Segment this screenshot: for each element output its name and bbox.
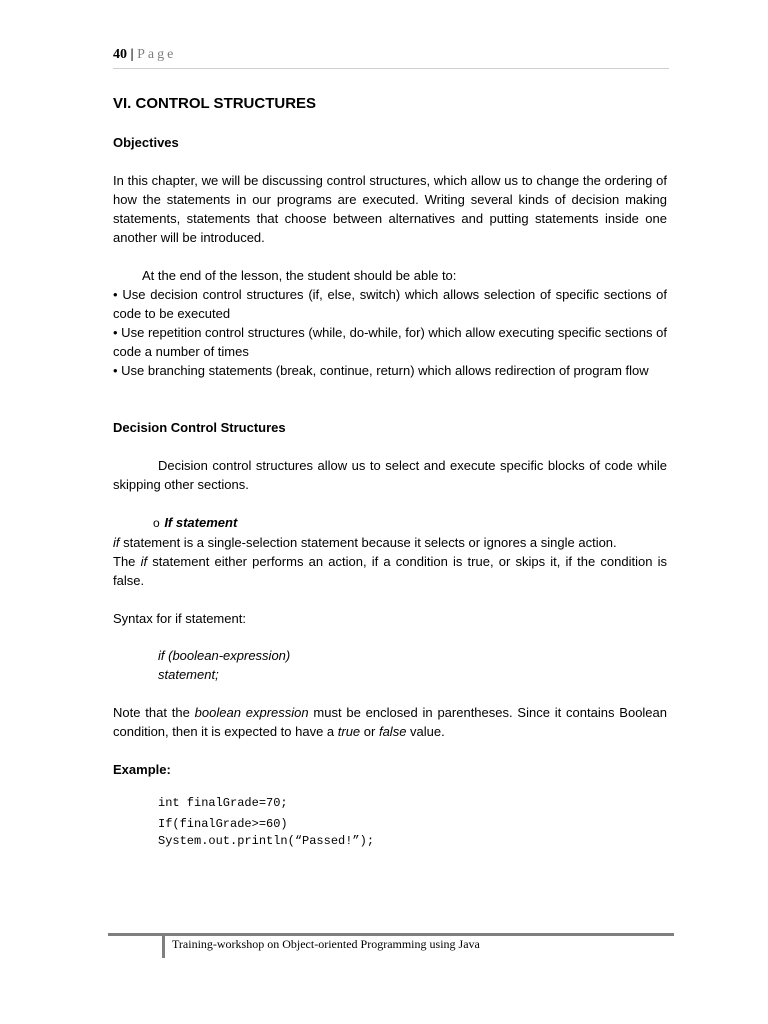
objective-bullet-2: • Use repetition control structures (while, do-while, for) which allow executing specific sections of code a number of times bbox=[113, 325, 667, 359]
hollow-bullet-icon: o bbox=[153, 516, 160, 530]
syntax-block bbox=[113, 646, 667, 684]
intro-paragraph: In this chapter, we will be discussing control structures, which allow us to change the ordering of how the statements in our programs are executed. Writing several kinds of decision making statements, statements that choose between alternatives and putting statements inside one another will be introduced. bbox=[113, 173, 667, 245]
footer-divider bbox=[162, 936, 165, 958]
if-statement-heading bbox=[113, 513, 667, 533]
if-statement-title: If statement bbox=[164, 515, 238, 530]
code-line-3: System.out.println(“Passed!”); bbox=[158, 834, 375, 848]
footer-rule bbox=[108, 933, 674, 936]
code-line-2: If(finalGrade>=60) bbox=[158, 817, 288, 831]
objectives-heading: Objectives bbox=[113, 135, 179, 150]
page-content bbox=[113, 94, 667, 850]
chapter-title: VI. CONTROL STRUCTURES bbox=[113, 95, 317, 112]
syntax-line-1: if (boolean-expression) bbox=[158, 648, 291, 663]
end-of-lesson-text: At the end of the lesson, the student should be able to: bbox=[142, 268, 457, 283]
note-paragraph: Note that the boolean expression must be enclosed in parentheses. Since it contains Boolean condition, then it is expected to have a true or false value. bbox=[113, 705, 667, 739]
decision-heading: Decision Control Structures bbox=[113, 420, 286, 435]
footer-text: Training-workshop on Object-oriented Programming using Java bbox=[172, 937, 480, 951]
page-number: 40 bbox=[113, 47, 127, 62]
syntax-label: Syntax for if statement: bbox=[113, 611, 246, 626]
code-line-1: int finalGrade=70; bbox=[158, 796, 288, 810]
if-description-1: if statement is a single-selection statement because it selects or ignores a single action. bbox=[113, 535, 617, 550]
if-description-2: The if statement either performs an action, if a condition is true, or skips it, if the condition is false. bbox=[113, 554, 668, 588]
syntax-line-2: statement; bbox=[158, 667, 219, 682]
objective-bullet-3: • Use branching statements (break, continue, return) which allows redirection of program flow bbox=[113, 363, 649, 378]
objective-bullet-1: • Use decision control structures (if, else, switch) which allows selection of specific sections of code to be executed bbox=[113, 287, 667, 321]
page-word: Page bbox=[137, 47, 177, 62]
decision-paragraph: Decision control structures allow us to select and execute specific blocks of code while skipping other sections. bbox=[113, 458, 667, 492]
page-header bbox=[113, 46, 669, 69]
header-separator: | bbox=[130, 47, 134, 62]
example-label: Example: bbox=[113, 762, 171, 777]
